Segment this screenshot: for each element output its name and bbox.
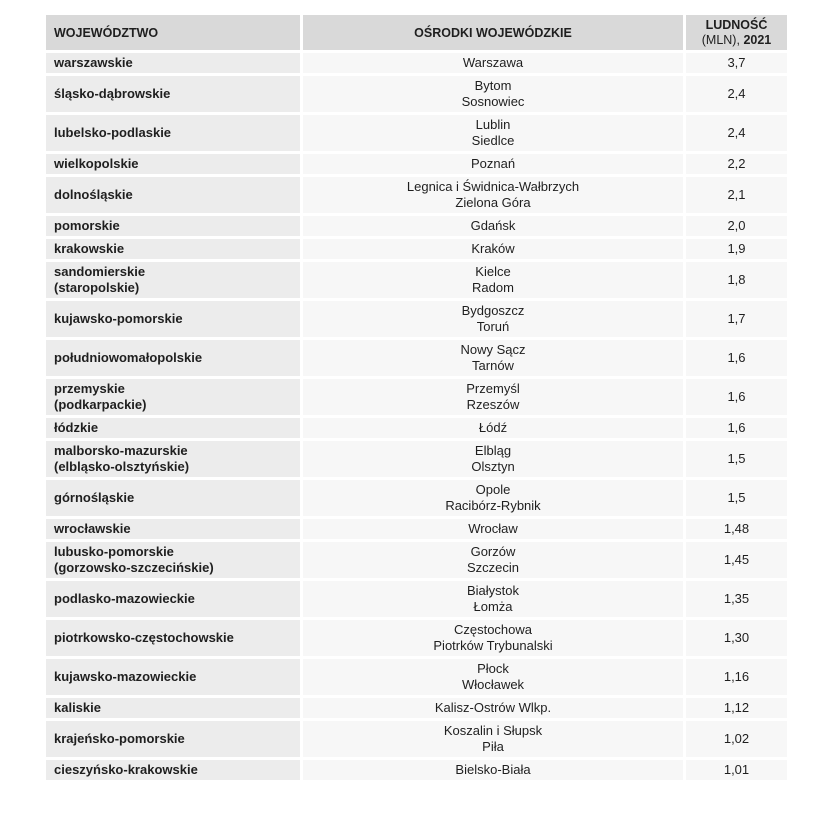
voivodeship-name-cell — [46, 340, 300, 376]
center-city: Sosnowiec — [461, 94, 525, 109]
center-city: Nowy Sącz — [460, 342, 526, 357]
table-row — [46, 262, 787, 298]
center-city: Szczecin — [466, 560, 520, 575]
voivodeship-name: (podkarpackie) — [54, 397, 147, 412]
center-city: Piła — [482, 739, 504, 754]
center-cities-cell — [303, 340, 683, 376]
center-cities-cell — [303, 239, 683, 259]
voivodeship-name: cieszyńsko-krakowskie — [54, 762, 198, 777]
center-cities-cell — [303, 301, 683, 337]
table-row — [46, 620, 787, 656]
voivodeship-name-cell — [46, 659, 300, 695]
voivodeship-name-cell — [46, 519, 300, 539]
table-row — [46, 760, 787, 780]
voivodeship-name-cell — [46, 301, 300, 337]
voivodeship-name: (staropolskie) — [54, 280, 140, 295]
center-city: Opole — [475, 482, 511, 497]
center-city: Zielona Góra — [455, 195, 531, 210]
center-city: Tarnów — [472, 358, 514, 373]
voivodeship-name: krakowskie — [54, 241, 125, 256]
population-cell: 1,12 — [686, 698, 787, 718]
center-city: Elbląg — [474, 443, 512, 458]
center-cities-cell — [303, 480, 683, 516]
voivodeship-name-cell — [46, 620, 300, 656]
center-cities-cell — [303, 154, 683, 174]
population-cell: 1,6 — [686, 379, 787, 415]
population-cell: 3,7 — [686, 53, 787, 73]
population-cell: 1,5 — [686, 480, 787, 516]
center-city: Płock — [477, 661, 509, 676]
table-row — [46, 379, 787, 415]
table-row — [46, 659, 787, 695]
population-cell: 1,02 — [686, 721, 787, 757]
center-city: Łomża — [473, 599, 513, 614]
voivodeship-name-cell — [46, 76, 300, 112]
voivodeship-name: lubelsko-podlaskie — [54, 125, 172, 140]
table-row — [46, 216, 787, 236]
voivodeship-name: podlasko-mazowieckie — [54, 591, 195, 606]
center-cities-cell — [303, 542, 683, 578]
center-city: Bytom — [474, 78, 512, 93]
center-cities-cell — [303, 659, 683, 695]
center-city: Bielsko-Biała — [455, 762, 531, 777]
voivodeship-name: przemyskie — [54, 381, 125, 396]
center-cities-cell — [303, 379, 683, 415]
center-cities-cell — [303, 115, 683, 151]
population-cell: 2,4 — [686, 76, 787, 112]
center-cities-cell — [303, 519, 683, 539]
population-cell: 1,7 — [686, 301, 787, 337]
population-cell: 2,4 — [686, 115, 787, 151]
voivodeship-name: (elbląsko-olsztyńskie) — [54, 459, 190, 474]
table-row — [46, 721, 787, 757]
center-city: Gdańsk — [470, 218, 516, 233]
center-city: Białystok — [466, 583, 520, 598]
population-cell: 1,45 — [686, 542, 787, 578]
voivodeship-name-cell — [46, 177, 300, 213]
center-cities-cell — [303, 216, 683, 236]
voivodeship-name: wielkopolskie — [54, 156, 139, 171]
table-row — [46, 418, 787, 438]
voivodeship-name: kujawsko-pomorskie — [54, 311, 183, 326]
table-row — [46, 177, 787, 213]
voivodeship-name: śląsko-dąbrowskie — [54, 86, 171, 101]
voivodeship-name-cell — [46, 542, 300, 578]
table-row — [46, 76, 787, 112]
voivodeship-name: lubusko-pomorskie — [54, 544, 174, 559]
header-population-year: 2021 — [743, 32, 772, 47]
voivodeship-name-cell — [46, 721, 300, 757]
voivodeship-name: kujawsko-mazowieckie — [54, 669, 197, 684]
voivodeship-name-cell — [46, 418, 300, 438]
voivodeship-name-cell — [46, 154, 300, 174]
population-cell: 1,48 — [686, 519, 787, 539]
population-cell: 1,01 — [686, 760, 787, 780]
voivodeship-name-cell — [46, 115, 300, 151]
voivodeship-name: górnośląskie — [54, 490, 135, 505]
center-city: Przemyśl — [466, 381, 520, 396]
center-cities-cell — [303, 721, 683, 757]
voivodeship-name-cell — [46, 480, 300, 516]
center-cities-cell — [303, 441, 683, 477]
population-cell: 2,2 — [686, 154, 787, 174]
voivodeship-name-cell — [46, 239, 300, 259]
table-row — [46, 154, 787, 174]
voivodeship-table — [43, 12, 790, 783]
voivodeship-name: malborsko-mazurskie — [54, 443, 188, 458]
center-city: Kielce — [475, 264, 511, 279]
table-row — [46, 441, 787, 477]
table-row — [46, 239, 787, 259]
center-cities-cell — [303, 53, 683, 73]
voivodeship-name-cell — [46, 581, 300, 617]
voivodeship-name-cell — [46, 379, 300, 415]
center-cities-cell — [303, 76, 683, 112]
table-header-row — [46, 15, 787, 50]
population-cell: 1,9 — [686, 239, 787, 259]
header-centers: OŚRODKI WOJEWÓDZKIE — [303, 15, 683, 50]
center-city: Łódź — [478, 420, 508, 435]
voivodeship-table-container — [46, 12, 790, 783]
header-population — [686, 15, 787, 50]
center-cities-cell — [303, 760, 683, 780]
table-row — [46, 53, 787, 73]
voivodeship-name-cell — [46, 216, 300, 236]
population-cell: 2,0 — [686, 216, 787, 236]
center-city: Wrocław — [468, 521, 518, 536]
center-city: Kalisz-Ostrów Wlkp. — [434, 700, 552, 715]
population-cell: 1,35 — [686, 581, 787, 617]
table-row — [46, 340, 787, 376]
voivodeship-name: warszawskie — [54, 55, 133, 70]
voivodeship-name: dolnośląskie — [54, 187, 133, 202]
center-city: Koszalin i Słupsk — [443, 723, 543, 738]
center-city: Warszawa — [462, 55, 524, 70]
center-city: Racibórz-Rybnik — [445, 498, 541, 513]
voivodeship-name: pomorskie — [54, 218, 120, 233]
center-city: Bydgoszcz — [461, 303, 525, 318]
table-body — [46, 53, 787, 780]
population-cell: 1,5 — [686, 441, 787, 477]
voivodeship-name: (gorzowsko-szczecińskie) — [54, 560, 214, 575]
header-voivodeship: WOJEWÓDZTWO — [46, 15, 300, 50]
center-city: Częstochowa — [453, 622, 533, 637]
voivodeship-name-cell — [46, 698, 300, 718]
center-cities-cell — [303, 581, 683, 617]
table-row — [46, 581, 787, 617]
voivodeship-name: południowomałopolskie — [54, 350, 203, 365]
header-population-label: LUDNOŚĆ — [705, 17, 768, 32]
center-city: Rzeszów — [466, 397, 520, 412]
center-city: Lublin — [475, 117, 511, 132]
population-cell: 1,6 — [686, 340, 787, 376]
center-cities-cell — [303, 620, 683, 656]
population-cell: 1,6 — [686, 418, 787, 438]
voivodeship-name: kaliskie — [54, 700, 101, 715]
voivodeship-name: łódzkie — [54, 420, 99, 435]
center-city: Legnica i Świdnica-Wałbrzych — [406, 179, 580, 194]
population-cell: 1,16 — [686, 659, 787, 695]
population-cell: 1,30 — [686, 620, 787, 656]
voivodeship-name-cell — [46, 262, 300, 298]
center-cities-cell — [303, 418, 683, 438]
center-city: Radom — [472, 280, 514, 295]
table-row — [46, 519, 787, 539]
voivodeship-name: wrocławskie — [54, 521, 131, 536]
center-city: Piotrków Trybunalski — [433, 638, 553, 653]
center-city: Kraków — [471, 241, 515, 256]
center-city: Toruń — [476, 319, 510, 334]
header-population-unit: (MLN), — [701, 32, 740, 47]
center-city: Gorzów — [470, 544, 516, 559]
center-city: Włocławek — [461, 677, 525, 692]
table-row — [46, 698, 787, 718]
voivodeship-name-cell — [46, 441, 300, 477]
center-city: Siedlce — [471, 133, 515, 148]
table-row — [46, 542, 787, 578]
voivodeship-name-cell — [46, 53, 300, 73]
center-city: Poznań — [470, 156, 516, 171]
voivodeship-name: krajeńsko-pomorskie — [54, 731, 185, 746]
table-row — [46, 480, 787, 516]
center-city: Olsztyn — [471, 459, 515, 474]
center-cities-cell — [303, 177, 683, 213]
table-row — [46, 115, 787, 151]
voivodeship-name-cell — [46, 760, 300, 780]
center-cities-cell — [303, 262, 683, 298]
voivodeship-name: sandomierskie — [54, 264, 146, 279]
population-cell: 1,8 — [686, 262, 787, 298]
population-cell: 2,1 — [686, 177, 787, 213]
center-cities-cell — [303, 698, 683, 718]
table-row — [46, 301, 787, 337]
voivodeship-name: piotrkowsko-częstochowskie — [54, 630, 234, 645]
